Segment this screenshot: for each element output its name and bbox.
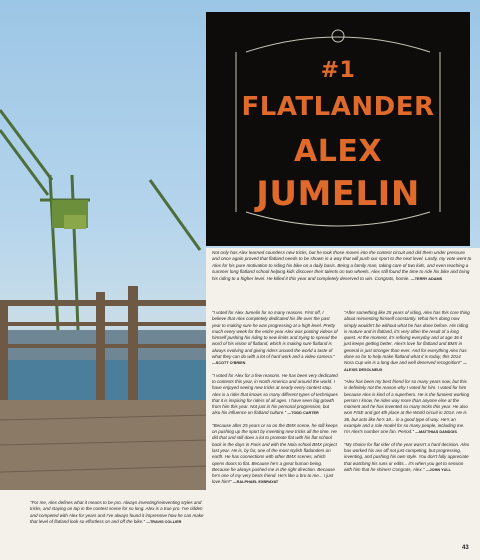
- left-quote-attribution: —TRAVIS COLLIER: [146, 519, 182, 524]
- quote-attribution: —JOHN YULL: [425, 467, 451, 472]
- intro-text: Not only has Alex learned countless new tricks, but he took those moves into the contest circuit and did them under pressure and once again proved that flatland needs to be shown in a way that will push our sport to the next level. Lastly, my vote went to Alex for his pure motivation to riding his bike on a daily basis. Being a family man, taking care of two kids, and even teaching a summer long flatland school helping kids discover their talents on two wheels. Alex still found the time to ride his bike and bring his riding to a higher level. He killed it this year and completely deserved to win. Congrats, homie.: [212, 250, 472, 281]
- poster-last-name: JUMELIN: [256, 174, 420, 214]
- quote-text: "Alex has been my best friend for so many years now, but this is definitely not the reason why I voted for him. I voted for him because Alex is kind of a superhero. He is the funniest working person I know, he rides way more than anyone else at the moment and he has invented so many tricks this year. He also won FISE and got 4th place at the World circuit in 2014. He is 36, but acts like he's 18... in a good type of way. He's an example and a role model for so many people, including me. I'm Alex's number one fan. Period.": [344, 378, 470, 435]
- quote-text: "I voted for Alex Jumelin for so many reasons. First off, I believe that Alex completely dedicated his life over the past year to making sure he was progressing at a high level. Pretty much every week for the entire year Alex was posting videos of himself pushing his riding to new limits and trying to spread the word of his vision of flatland, which is making sure flatland is always evolving and giving riders around the world a taste of what they can do with a lot of hard work and a video camera.": [212, 310, 338, 360]
- intro-attribution: —TERRY ADAMS: [410, 276, 443, 281]
- left-quote-text: "For me, Alex defines what it means to be pro. Always inventing/reinventing styles and tricks, and staying on top in the contest scene for so long. Alex is a true pro. I've ridden and competed with Alex for years and I've always found it impressive how he can make that level of flatland look so effortless on and off the bike.": [30, 500, 204, 524]
- quote-block: [212, 423, 338, 486]
- quote-text: "I voted for Alex for a few reasons. He has been very dedicated to contests this year, in North America and around the world. I have enjoyed seeing new tricks at nearly every contest stop. Alex is a rider that knows so many different types of techniques that it is inspiring for riders of all ages. I have seen big growth from him this year. Not just in his personal progression, but also his influence on flatland culture.": [212, 372, 338, 416]
- intro-paragraph: [212, 250, 472, 282]
- quote-text: "My choice for flat rider of the year wasn't a hard decision. Alex has worked his ass off not just competing, but progressing, inventing, and pushing his own style. You don't fully appreciate that watching his runs or edits... it's when you get to session with him that he shines! Congrats, Alex.": [344, 441, 470, 472]
- quotes-column-left: [212, 310, 338, 492]
- quotes-column-right: [344, 310, 470, 479]
- quote-block: [344, 442, 470, 473]
- quote-block: [344, 310, 470, 373]
- quote-block: [212, 373, 338, 417]
- left-quote-block: [30, 500, 206, 525]
- quote-block: [212, 310, 338, 367]
- poster-first-name: ALEX: [294, 134, 382, 169]
- quote-attribution: —TODD CARTER: [287, 411, 319, 416]
- title-poster: [206, 12, 470, 246]
- quote-attribution: —SCOTT O'BRIEN: [212, 361, 246, 366]
- quote-attribution: —ALEXIS DESOLNEUX: [344, 361, 467, 372]
- quote-attribution: —MATTHIAS DANDOIS: [415, 430, 457, 435]
- poster-rank: #1: [320, 58, 356, 83]
- poster-category: FLATLANDER: [241, 92, 435, 122]
- page-number: 43: [462, 545, 469, 551]
- quote-block: [344, 379, 470, 436]
- quote-attribution: —RALPHAEL EXBRAYAT: [232, 480, 279, 485]
- quote-text: "After something like 25 years of riding, Alex has this core thing about reinventing himself constantly. What he's doing now simply wouldn't be without what he has done before. His riding is mature and in flatland, it's very often the result of a long quest. At the moment, it's refining everyday and at age 36 it just keeps getting better. Alex's love for flatland and BMX in general is just stronger than ever. And for everything Alex has done so far to help make flatland what it is today, this 2014 Nora Cup win is a long due and well deserved recognition!": [344, 310, 470, 366]
- quote-text: "Because after 25 years or so on the BMX scene, he still keeps on pushing up the sport by inventing new tricks all the time. He did that and still does a lot to promote flat with his flat school back in the days in Paris and with the Nola school BMX project last year. He is, by far, one of the most stylish flatlanders on earth. He has connections with other BMX scenes, which opens doors to flat. Because he's a great human being. Because he always pushed me in the right direction. Because he's one of my very bests friend. He's like a bro to me... I just love him!": [212, 422, 338, 485]
